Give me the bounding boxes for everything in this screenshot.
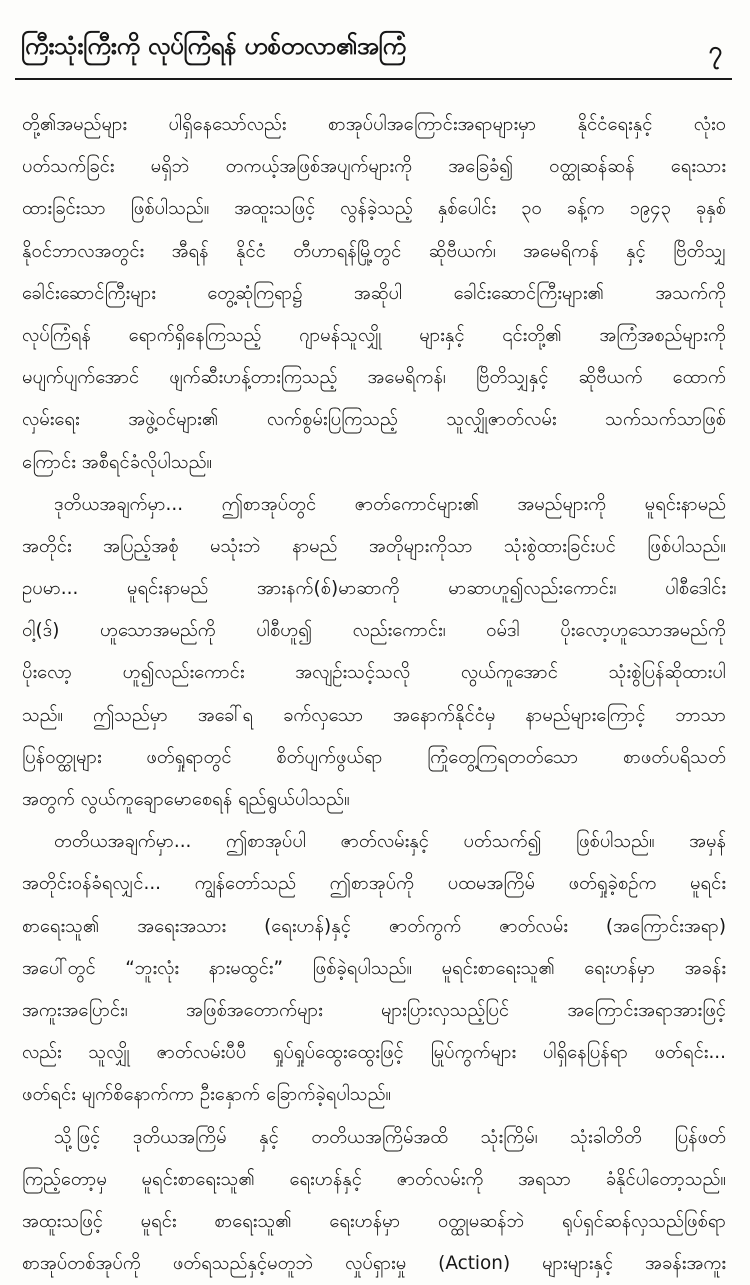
text-line: ခေါင်းဆောင်ကြီးများ တွေ့ဆုံကြရာ၌ အဆိုပါ ခေါင်းဆောင်ကြီးများ၏ အသက်ကို xyxy=(22,273,726,315)
text-line: သို့ဖြင့် ဒုတိယအကြိမ် နှင့် တတိယအကြိမ်အထိ သုံးကြိမ်၊ သုံးခါတိတိ ပြန်ဖတ် xyxy=(22,1117,726,1159)
text-line: အထူးသဖြင့် မူရင်း စာရေးသူ၏ ရေးဟန်မှာ ဝတ္ထုမဆန်ဘဲ ရုပ်ရှင်ဆန်လှသည်ဖြစ်ရာ xyxy=(22,1201,726,1243)
text-line: စာအုပ်တစ်အုပ်ကို ဖတ်ရသည်နှင့်မတူဘဲ လှုပ်ရှားမှု (Action) များများနှင့် အခန်းအကူး xyxy=(22,1243,726,1285)
text-line: သည်။ ဤသည်မှာ အခေါ်ရ ခက်လှသော အနောက်နိုင်ငံမှ နာမည်များကြောင့် ဘာသာ xyxy=(22,695,726,737)
text-line: ပြန်ဝတ္ထုများ ဖတ်ရှုရာတွင် စိတ်ပျက်ဖွယ်ရာ ကြုံတွေ့ကြရတတ်သော စာဖတ်ပရိသတ် xyxy=(22,737,726,779)
body-text xyxy=(22,104,726,1285)
text-line: ကြောင်း အစီရင်ခံလိုပါသည်။ xyxy=(22,442,726,484)
text-line: တို့၏အမည်များ ပါရှိနေသော်လည်း စာအုပ်ပါအကြောင်းအရာများမှာ နိုင်ငံရေးနှင့် လုံးဝ xyxy=(22,104,726,146)
paragraph-2 xyxy=(22,484,726,822)
text-line: အတိုင်း အပြည့်အစုံ မသုံးဘဲ နာမည် အတိုများကိုသာ သုံးစွဲထားခြင်းပင် ဖြစ်ပါသည်။ xyxy=(22,526,726,568)
text-line: ဥပမာ... မူရင်းနာမည် အားနက်(စ်)မာဆာကို မာဆာဟူ၍လည်းကောင်း၊ ပါစီဒေါင်း xyxy=(22,568,726,610)
text-line: ဝါ့(ဒ်) ဟူသောအမည်ကို ပါစီဟူ၍ လည်းကောင်း၊ ဝမ်ဒါ ပိုးလော့ဟူသောအမည်ကို xyxy=(22,610,726,652)
page-header xyxy=(15,22,732,80)
text-line: မပျက်ပျက်အောင် ဖျက်ဆီးဟန့်တားကြသည့် အမေရိကန်၊ ဗြိတိသျှနှင့် ဆိုဗီယက် ထောက် xyxy=(22,357,726,399)
paragraph-4 xyxy=(22,1117,726,1285)
text-line: လုပ်ကြံရန် ရောက်ရှိနေကြသည့် ဂျာမန်သူလျှို များနှင့် ၎င်းတို့၏ အကြံအစည်များကို xyxy=(22,315,726,357)
text-line: တတိယအချက်မှာ... ဤစာအုပ်ပါ ဇာတ်လမ်းနှင့် ပတ်သက်၍ ဖြစ်ပါသည်။ အမှန် xyxy=(22,821,726,863)
text-line: အကူးအပြောင်း၊ အဖြစ်အတောက်များ များပြားလှသည့်ပြင် အကြောင်းအရာအားဖြင့် xyxy=(22,990,726,1032)
text-line: ပိုးလော့ ဟူ၍လည်းကောင်း အလျဉ်းသင့်သလို လွယ်ကူအောင် သုံးစွဲပြန်ဆိုထားပါ xyxy=(22,652,726,694)
running-head: ကြီးသုံးကြီးကို လုပ်ကြံရန် ဟစ်တလာ၏အကြံ xyxy=(21,30,406,66)
text-line: အတိုင်းဝန်ခံရလျှင်... ကျွန်တော်သည် ဤစာအုပ်ကို ပထမအကြိမ် ဖတ်ရှုခဲ့စဉ်က မူရင်း xyxy=(22,863,726,905)
page-number: ၇ xyxy=(709,34,723,70)
paragraph-1 xyxy=(22,104,726,484)
text-line: လည်း သူလျှို ဇာတ်လမ်းပီပီ ရှုပ်ရှုပ်ထွေးထွေးဖြင့် မြုပ်ကွက်များ ပါရှိနေပြန်ရာ ဖတ်ရင်း... xyxy=(22,1032,726,1074)
text-line: စာရေးသူ၏ အရေးအသား (ရေးဟန်)နှင့် ဇာတ်ကွက် ဇာတ်လမ်း (အကြောင်းအရာ) xyxy=(22,906,726,948)
text-line: အပေါ်တွင် “ဘူးလုံး နားမထွင်း” ဖြစ်ခဲ့ရပါသည်။ မူရင်းစာရေးသူ၏ ရေးဟန်မှာ အခန်း xyxy=(22,948,726,990)
text-line: နိုဝင်ဘာလအတွင်း အီရန် နိုင်ငံ တီဟာရန်မြို့တွင် ဆိုဗီယက်၊ အမေရိကန် နှင့် ဗြိတိသျှ xyxy=(22,231,726,273)
text-line: ဒုတိယအချက်မှာ... ဤစာအုပ်တွင် ဇာတ်ကောင်များ၏ အမည်များကို မူရင်းနာမည် xyxy=(22,484,726,526)
text-line: ပတ်သက်ခြင်း မရှိဘဲ တကယ့်အဖြစ်အပျက်များကို အခြေခံ၍ ဝတ္ထုဆန်ဆန် ရေးသား xyxy=(22,146,726,188)
text-line: ဖတ်ရင်း မျက်စိနောက်ကာ ဦးနှောက် ခြောက်ခဲ့ရပါသည်။ xyxy=(22,1074,726,1116)
text-line: အတွက် လွယ်ကူချောမောစေရန် ရည်ရွယ်ပါသည်။ xyxy=(22,779,726,821)
text-line: လှမ်းရေး အဖွဲ့ဝင်များ၏ လက်စွမ်းပြကြသည့် သူလျှိုဇာတ်လမ်း သက်သက်သာဖြစ် xyxy=(22,399,726,441)
text-line: ကြည့်တော့မှ မူရင်းစာရေးသူ၏ ရေးဟန်နှင့် ဇာတ်လမ်းကို အရသာ ခံနိုင်ပါတော့သည်။ xyxy=(22,1159,726,1201)
text-line: ထားခြင်းသာ ဖြစ်ပါသည်။ အထူးသဖြင့် လွန်ခဲ့သည့် နှစ်ပေါင်း ၃၀ ခန့်က ၁၉၄၃ ခုနှစ် xyxy=(22,188,726,230)
paragraph-3 xyxy=(22,821,726,1116)
